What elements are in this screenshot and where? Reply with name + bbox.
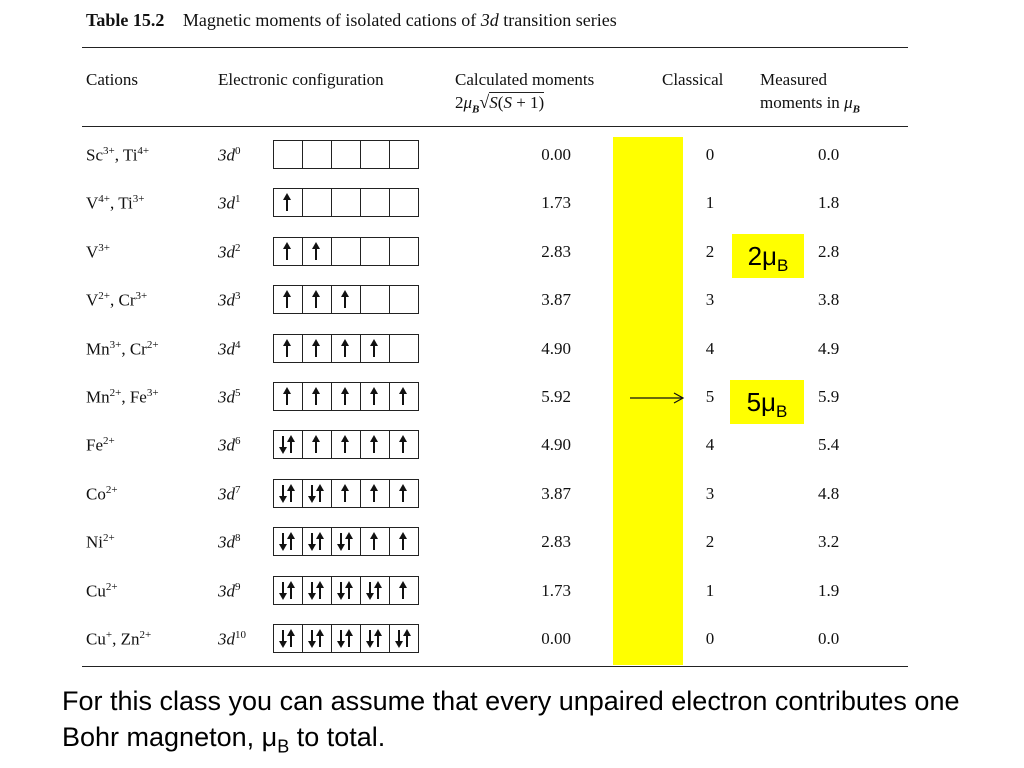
orbital-box <box>303 238 332 265</box>
calculated-moment-cell: 4.90 <box>541 338 571 358</box>
spin-arrow-icon <box>361 335 390 362</box>
calculated-moment-cell: 0.00 <box>541 629 571 648</box>
measured-moment-cell: 5.4 <box>818 435 840 455</box>
orbital-box <box>332 141 361 168</box>
cation-cell: $V^{3+}$ <box>86 241 110 262</box>
spin-arrow-icon <box>332 431 361 458</box>
orbital-box <box>332 286 361 313</box>
spin-arrow-icon <box>332 528 361 555</box>
orbital-box <box>361 189 390 216</box>
table-row <box>0 571 1024 619</box>
configuration-cell: $3d^3$ <box>218 290 241 310</box>
spin-arrow-icon <box>332 286 361 313</box>
cation-cell: $Co^{2+}$ <box>86 483 118 504</box>
header-calculated <box>455 68 594 121</box>
orbital-box <box>390 383 418 410</box>
orbital-diagram <box>273 430 419 459</box>
calculated-moment-cell: 5.92 <box>541 387 571 406</box>
orbital-diagram <box>273 576 419 605</box>
classical-moment-cell: 3 <box>705 290 715 310</box>
table-row <box>0 280 1024 328</box>
measured-moment-cell: 5.9 <box>818 387 840 406</box>
orbital-box <box>361 286 390 313</box>
spin-arrow-icon <box>361 528 390 555</box>
orbital-box <box>390 577 418 604</box>
orbital-box <box>303 335 332 362</box>
table-row <box>0 619 1024 667</box>
spin-arrow-icon <box>274 383 303 410</box>
footnote-subscript: B <box>277 736 290 757</box>
classical-moment-cell: 3 <box>705 483 715 503</box>
spin-arrow-icon <box>390 625 419 652</box>
spin-arrow-icon <box>390 480 419 507</box>
configuration-cell: $3d^6$ <box>218 435 241 456</box>
header-cations: Cations <box>86 70 138 89</box>
caption-title: Magnetic moments of isolated cations of 3d transition series <box>182 10 617 30</box>
orbital-box <box>390 141 418 168</box>
caption-number: Table 15.2 <box>86 10 165 30</box>
orbital-box <box>390 238 418 265</box>
calculated-moment-cell: 0.00 <box>541 145 571 164</box>
calculated-moment-cell: 4.90 <box>541 435 571 455</box>
orbital-box <box>274 189 303 216</box>
spin-arrow-icon <box>274 286 303 313</box>
table-row <box>0 183 1024 231</box>
spin-arrow-icon <box>274 431 303 458</box>
orbital-box <box>361 528 390 555</box>
cation-cell: $Fe^{2+}$ <box>86 435 115 456</box>
orbital-box <box>274 577 303 604</box>
spin-arrow-icon <box>332 480 361 507</box>
classical-moment-cell: 0 <box>705 145 715 164</box>
orbital-box <box>303 431 332 458</box>
orbital-box <box>303 625 332 652</box>
header-config: Electronic configuration <box>218 70 384 89</box>
orbital-diagram <box>273 479 419 508</box>
spin-arrow-icon <box>332 577 361 604</box>
spin-arrow-icon <box>303 480 332 507</box>
orbital-box <box>332 335 361 362</box>
spin-arrow-icon <box>332 335 361 362</box>
orbital-box <box>274 383 303 410</box>
cation-cell: $Ni^{2+}$ <box>86 532 115 552</box>
footnote-text-b: to total. <box>289 722 386 752</box>
orbital-box <box>390 335 418 362</box>
spin-arrow-icon <box>361 577 390 604</box>
measured-moment-cell: 3.2 <box>818 532 840 552</box>
badge-2-subscript: B <box>777 256 789 276</box>
orbital-diagram <box>273 527 419 556</box>
spin-arrow-icon <box>274 335 303 362</box>
calculated-moment-cell: 2.83 <box>541 532 571 552</box>
classical-moment-cell: 0 <box>705 629 715 648</box>
orbital-box <box>332 625 361 652</box>
badge-2-text: 2μ <box>747 241 778 271</box>
table-row <box>0 474 1024 522</box>
badge-5-text: 5μ <box>746 387 777 417</box>
orbital-box <box>361 383 390 410</box>
configuration-cell: $3d^1$ <box>218 193 241 214</box>
orbital-diagram <box>273 624 419 653</box>
right-arrow-icon <box>628 390 686 406</box>
calculated-moment-cell: 3.87 <box>541 290 571 310</box>
spin-arrow-icon <box>332 383 361 410</box>
configuration-cell: $3d^9$ <box>218 580 241 601</box>
table-row <box>0 425 1024 473</box>
orbital-diagram <box>273 140 419 169</box>
table-top-rule <box>82 47 908 48</box>
spin-arrow-icon <box>332 625 361 652</box>
orbital-diagram <box>273 237 419 266</box>
table-row <box>0 329 1024 377</box>
orbital-box <box>390 528 418 555</box>
orbital-box <box>303 480 332 507</box>
orbital-box <box>303 528 332 555</box>
configuration-cell: $3d^5$ <box>218 387 241 407</box>
configuration-cell: $3d^4$ <box>218 338 241 359</box>
orbital-box <box>274 286 303 313</box>
orbital-box <box>332 431 361 458</box>
calculated-moment-cell: 2.83 <box>541 241 571 261</box>
spin-arrow-icon <box>361 625 390 652</box>
cation-cell: $Mn^{2+}$, $Fe^{3+}$ <box>86 387 159 407</box>
badge-2-bohr-magnetons <box>732 234 804 278</box>
spin-arrow-icon <box>303 625 332 652</box>
spin-arrow-icon <box>390 577 419 604</box>
orbital-box <box>332 189 361 216</box>
configuration-cell: $3d^{10}$ <box>218 629 246 649</box>
table-caption <box>86 10 617 31</box>
calculated-moment-cell: 1.73 <box>541 580 571 600</box>
spin-arrow-icon <box>361 383 390 410</box>
spin-arrow-icon <box>274 189 303 216</box>
cation-cell: $V^{4+}$, $Ti^{3+}$ <box>86 193 145 214</box>
spin-arrow-icon <box>361 480 390 507</box>
spin-arrow-icon <box>274 480 303 507</box>
cation-cell: $Cu^{2+}$ <box>86 580 118 601</box>
badge-5-subscript: B <box>776 402 788 422</box>
orbital-box <box>390 189 418 216</box>
orbital-box <box>274 625 303 652</box>
orbital-box <box>332 528 361 555</box>
measured-moment-cell: 0.0 <box>818 629 840 648</box>
table-row <box>0 522 1024 570</box>
spin-arrow-icon <box>303 238 332 265</box>
classical-moment-cell: 2 <box>705 532 715 552</box>
spin-arrow-icon <box>274 625 303 652</box>
classical-moment-cell: 2 <box>705 241 715 261</box>
header-classical: Classical <box>662 70 724 89</box>
measured-moment-cell: 0.0 <box>818 145 840 164</box>
spin-arrow-icon <box>274 528 303 555</box>
orbital-box <box>274 141 303 168</box>
orbital-box <box>332 480 361 507</box>
configuration-cell: $3d^0$ <box>218 145 241 165</box>
table-row <box>0 232 1024 280</box>
measured-moment-cell: 1.9 <box>818 580 840 600</box>
classical-moment-cell: 5 <box>705 387 715 406</box>
configuration-cell: $3d^7$ <box>218 483 241 504</box>
classical-moment-cell: 4 <box>705 435 715 455</box>
badge-5-bohr-magnetons <box>730 380 804 424</box>
spin-arrow-icon <box>274 238 303 265</box>
cation-cell: $Mn^{3+}$, $Cr^{2+}$ <box>86 338 159 359</box>
orbital-box <box>274 335 303 362</box>
header-calculated-formula: $2\mu_B√S(S + 1)$ <box>455 92 545 116</box>
measured-moment-cell: 2.8 <box>818 241 840 261</box>
orbital-box <box>303 189 332 216</box>
measured-moment-cell: 1.8 <box>818 193 840 213</box>
measured-moment-cell: 4.8 <box>818 483 840 503</box>
spin-arrow-icon <box>303 528 332 555</box>
classical-moment-cell: 1 <box>705 580 715 600</box>
header-measured-line2: moments in $\mu_B$ <box>760 93 860 116</box>
spin-arrow-icon <box>303 286 332 313</box>
orbital-box <box>274 528 303 555</box>
orbital-box <box>303 577 332 604</box>
configuration-cell: $3d^2$ <box>218 241 241 262</box>
cation-cell: $V^{2+}$, $Cr^{3+}$ <box>86 290 148 310</box>
orbital-box <box>390 431 418 458</box>
spin-arrow-icon <box>390 383 419 410</box>
orbital-box <box>274 431 303 458</box>
orbital-box <box>390 625 418 652</box>
orbital-box <box>274 480 303 507</box>
orbital-diagram <box>273 188 419 217</box>
spin-arrow-icon <box>274 577 303 604</box>
orbital-diagram <box>273 285 419 314</box>
measured-moment-cell: 4.9 <box>818 338 840 358</box>
table-bottom-rule <box>82 666 908 667</box>
spin-arrow-icon <box>361 431 390 458</box>
orbital-box <box>361 141 390 168</box>
orbital-box <box>390 480 418 507</box>
orbital-diagram <box>273 382 419 411</box>
spin-arrow-icon <box>390 528 419 555</box>
orbital-box <box>361 238 390 265</box>
orbital-box <box>332 238 361 265</box>
classical-moment-cell: 1 <box>705 193 715 213</box>
orbital-box <box>361 625 390 652</box>
spin-arrow-icon <box>390 431 419 458</box>
calculated-moment-cell: 1.73 <box>541 193 571 213</box>
header-calculated-line1: Calculated moments <box>455 70 595 89</box>
configuration-cell: $3d^8$ <box>218 532 241 552</box>
header-measured <box>760 68 860 121</box>
footnote-text-a: For this class you can assume that every unpaired electron contributes one Bohr magneton, μ <box>62 686 960 752</box>
orbital-box <box>303 141 332 168</box>
orbital-box <box>332 577 361 604</box>
cation-cell: $Sc^{3+}$, $Ti^{4+}$ <box>86 145 150 165</box>
calculated-moment-cell: 3.87 <box>541 483 571 503</box>
orbital-box <box>361 335 390 362</box>
orbital-box <box>390 286 418 313</box>
table-row <box>0 377 1024 425</box>
orbital-diagram <box>273 334 419 363</box>
footnote <box>62 683 1002 764</box>
table-header-rule <box>82 126 908 127</box>
orbital-box <box>303 383 332 410</box>
measured-moment-cell: 3.8 <box>818 290 840 310</box>
cation-cell: Cu+, $Zn^{2+}$ <box>86 629 152 649</box>
header-measured-line1: Measured <box>760 70 828 89</box>
spin-arrow-icon <box>303 383 332 410</box>
table-row <box>0 135 1024 183</box>
orbital-box <box>274 238 303 265</box>
orbital-box <box>361 577 390 604</box>
spin-arrow-icon <box>303 577 332 604</box>
spin-arrow-icon <box>303 335 332 362</box>
classical-moment-cell: 4 <box>705 338 715 358</box>
orbital-box <box>303 286 332 313</box>
orbital-box <box>361 431 390 458</box>
spin-arrow-icon <box>303 431 332 458</box>
orbital-box <box>332 383 361 410</box>
orbital-box <box>361 480 390 507</box>
